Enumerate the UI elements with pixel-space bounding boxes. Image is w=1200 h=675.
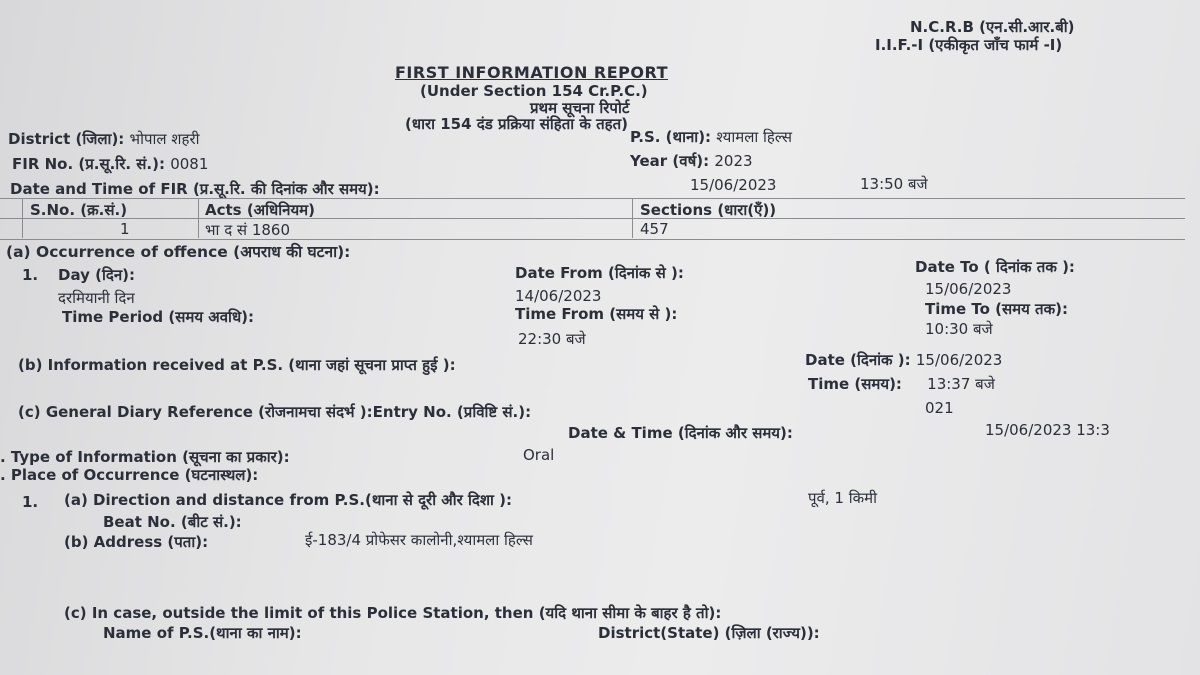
year-field [630, 152, 753, 170]
year-value: 2023 [714, 152, 753, 170]
time-to-value: 10:30 बजे [925, 320, 993, 338]
fir-no-label: FIR No. (प्र.सू.रि. सं.): [12, 155, 165, 173]
ps-label: P.S. (थाना): [630, 128, 712, 146]
gd-datetime-value: 15/06/2023 13:3 [985, 421, 1110, 439]
subtitle-en: (Under Section 154 Cr.P.C.) [420, 82, 648, 100]
acts-table-header [0, 199, 1185, 219]
occurrence-heading: (a) Occurrence of offence (अपराध की घटना): [6, 243, 351, 261]
fir-no-value: 0081 [170, 155, 209, 173]
date-to-label: Date To ( दिनांक तक ): [915, 258, 1075, 276]
row-act: भा द सं 1860 [205, 221, 291, 239]
time-period-label: Time Period (समय अवधि): [62, 308, 255, 326]
info-time-value: 13:37 बजे [927, 375, 995, 393]
fir-time-value: 13:50 बजे [860, 175, 928, 193]
row-section: 457 [640, 220, 669, 238]
type-info-label: . Type of Information (सूचना का प्रकार): [0, 448, 290, 466]
year-label: Year (वर्ष): [630, 152, 710, 170]
table-row [0, 219, 1185, 238]
ps-value: श्यामला हिल्स [716, 128, 792, 146]
district-field [8, 130, 200, 148]
address-value: ई-183/4 प्रोफेसर कालोनी,श्यामला हिल्स [305, 531, 533, 549]
date-from-value: 14/06/2023 [515, 287, 602, 305]
beat-label: Beat No. (बीट सं.): [103, 513, 242, 531]
fir-no-field [12, 155, 208, 173]
info-date-value: 15/06/2023 [915, 351, 1003, 369]
info-date-field [805, 351, 1002, 369]
subtitle-hi: प्रथम सूचना रिपोर्ट [530, 99, 630, 117]
info-received-label: (b) Information received at P.S. (थाना जहां सूचना प्राप्त हुई ): [18, 356, 456, 374]
gd-reference-label: (c) General Diary Reference (रोजनामचा संदर्भ ):Entry No. (प्रविष्टि सं.): [18, 403, 532, 421]
fir-datetime-label: Date and Time of FIR (प्र.सू.रि. की दिनांक और समय): [10, 180, 380, 198]
info-time-label: Time (समय): [808, 375, 902, 393]
gd-datetime-label: Date & Time (दिनांक और समय): [568, 424, 793, 442]
date-from-label: Date From (दिनांक से ): [515, 264, 684, 282]
page-title: FIRST INFORMATION REPORT [395, 63, 668, 82]
address-label: (b) Address (पता): [64, 533, 209, 551]
acts-table [0, 198, 1185, 240]
outside-limit-label: (c) In case, outside the limit of this Police Station, then (यदि थाना सीमा के बाहर है तो): [64, 604, 722, 622]
time-from-label: Time From (समय से ): [515, 305, 678, 323]
day-label: Day (दिन): [58, 266, 135, 284]
ps-field [630, 128, 792, 146]
ncrb-header: N.C.R.B (एन.सी.आर.बी) [910, 18, 1075, 36]
gd-entry-value: 021 [925, 399, 954, 417]
info-date-label: Date (दिनांक ): [805, 351, 911, 369]
subtitle-hi-2: (धारा 154 दंड प्रक्रिया संहिता के तहत) [405, 115, 629, 133]
fir-date-value: 15/06/2023 [690, 176, 777, 194]
info-time-field [808, 375, 995, 393]
district-label: District (जिला): [8, 130, 125, 148]
header-sections: Sections (धारा(एँ)) [640, 201, 777, 219]
table-divider [22, 198, 23, 238]
time-from-value: 22:30 बजे [518, 330, 586, 348]
ps-name-label: Name of P.S.(थाना का नाम): [103, 624, 302, 642]
iif-header: I.I.F.-I (एकीकृत जाँच फार्म -I) [875, 36, 1063, 54]
header-sno: S.No. (क्र.सं.) [30, 201, 128, 219]
type-info-value: Oral [523, 446, 555, 464]
place-num: 1. [22, 493, 39, 511]
district-value: भोपाल शहरी [129, 130, 200, 148]
day-value: दरमियानी दिन [58, 289, 135, 307]
occurrence-num: 1. [22, 266, 39, 284]
place-heading: . Place of Occurrence (घटनास्थल): [0, 466, 259, 484]
header-acts: Acts (अधिनियम) [205, 201, 315, 219]
direction-value: पूर्व, 1 किमी [808, 489, 877, 507]
district-state-label: District(State) (ज़िला (राज्य)): [598, 624, 820, 642]
table-divider [198, 198, 199, 238]
direction-label: (a) Direction and distance from P.S.(थाना से दूरी और दिशा ): [64, 491, 513, 509]
row-sno: 1 [120, 220, 130, 238]
time-to-label: Time To (समय तक): [925, 300, 1068, 318]
date-to-value: 15/06/2023 [925, 280, 1012, 298]
table-divider [632, 198, 633, 238]
